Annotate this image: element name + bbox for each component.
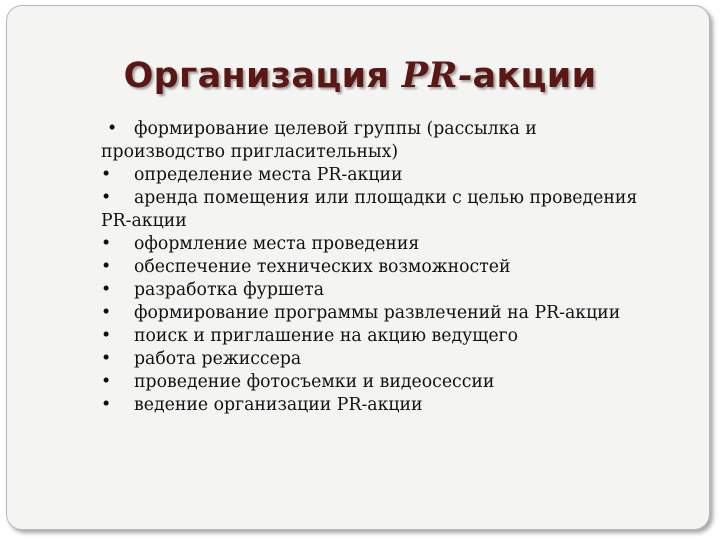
list-item-text: проведение фотосъемки и видеосессии: [134, 372, 495, 392]
list-item: [101, 233, 661, 256]
list-item: [101, 118, 661, 164]
list-item: [101, 256, 661, 279]
bullet-icon: •: [101, 349, 112, 369]
list-item: [101, 371, 661, 394]
title-prefix: Организация: [123, 56, 402, 96]
list-item: [101, 394, 661, 417]
list-item-text: аренда помещения или площадки с целью проведения PR-акции: [101, 188, 638, 231]
list-item-text: оформление места проведения: [134, 234, 420, 254]
bullet-icon: •: [101, 165, 112, 185]
list-item-text: работа режиссера: [134, 349, 302, 369]
list-item-text: разработка фуршета: [134, 280, 325, 300]
bullet-icon: •: [101, 257, 112, 277]
title-pr: PR-: [401, 55, 473, 96]
list-item-text: обеспечение технических возможностей: [134, 257, 511, 277]
title-suffix: акции: [472, 56, 597, 96]
bullet-icon: •: [101, 326, 112, 346]
bullet-icon: •: [101, 372, 112, 392]
bullet-icon: •: [107, 119, 118, 139]
list-item: [101, 302, 661, 325]
list-item: [101, 279, 661, 302]
list-item-text: поиск и приглашение на акцию ведущего: [134, 326, 519, 346]
bullet-icon: •: [101, 234, 112, 254]
list-item: [101, 164, 661, 187]
list-item-text: формирование целевой группы (рассылка и производство пригласительных): [101, 119, 537, 162]
slide-title: [0, 52, 720, 100]
list-item: [101, 187, 661, 233]
bullet-icon: •: [101, 188, 112, 208]
bullet-icon: •: [101, 303, 112, 323]
bullet-icon: •: [101, 395, 112, 415]
list-item-text: определение места PR-акции: [134, 165, 403, 185]
list-item-text: ведение организации PR-акции: [134, 395, 423, 415]
list-item: [101, 325, 661, 348]
bullet-list: [101, 118, 661, 417]
list-item: [101, 348, 661, 371]
list-item-text: формирование программы развлечений на PR-акции: [134, 303, 621, 323]
bullet-icon: •: [101, 280, 112, 300]
